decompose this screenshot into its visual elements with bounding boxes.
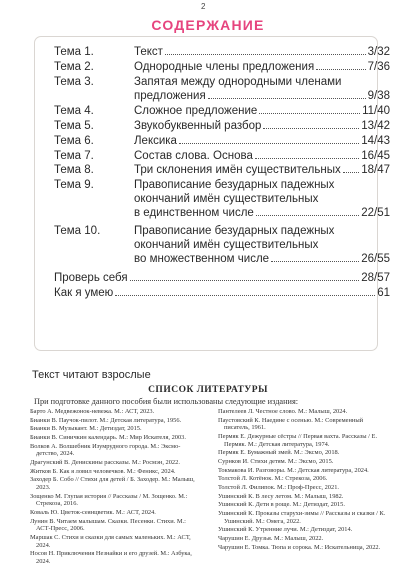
toc-page-number: 22/51 [361, 207, 390, 220]
toc-title-line: Три склонения имён существительных [134, 164, 341, 176]
toc-topic-title [134, 60, 390, 74]
literature-entry: Драгунский В. Денискины рассказы. М.: Росмэн, 2022. [30, 459, 180, 467]
toc-title-line: Лексика [134, 135, 177, 147]
toc-page-number: 16/45 [361, 150, 390, 162]
toc-topic-number: Тема 8. [54, 164, 94, 176]
toc-topic-number: Тема 2. [54, 61, 94, 73]
toc-page-number: 7/36 [367, 61, 390, 73]
toc-title-line: Правописание безударных падежных [134, 225, 335, 237]
toc-title-line: Сложное предложение [134, 105, 258, 117]
toc-row [54, 75, 390, 103]
toc-row [54, 149, 390, 163]
toc-topic-title [134, 134, 390, 148]
literature-list-right [218, 408, 386, 552]
readers-note: Текст читают взрослые [32, 369, 151, 381]
toc-page-number: 13/42 [361, 120, 390, 132]
toc-title-line: Запятая между однородными членами [134, 76, 342, 88]
toc-topic-title [134, 178, 390, 221]
toc-topic-number: Тема 7. [54, 150, 94, 162]
literature-entry: Коваль Ю. Цветок-сеянцветик. М.: АСТ, 2024. [30, 508, 156, 516]
toc-title-line: Как я умею [54, 287, 114, 299]
literature-entry: Ушинский К. В лесу летом. М.: Малыш, 1982. [218, 492, 344, 500]
toc-title-line: Проверь себя [54, 272, 128, 284]
toc-row [54, 286, 390, 300]
toc-topic-number: Тема 5. [54, 120, 94, 132]
literature-entry: Пермяк Е. Дежурные сёстры // Первая вахта. Рассказы / Е. Пермяк. М.: Детская литература, 1974. [218, 432, 378, 448]
toc-row [54, 60, 390, 74]
dot-leader [259, 113, 360, 114]
toc-page-number: 14/43 [361, 135, 390, 147]
toc-topic-title [134, 149, 390, 163]
toc-topic-number: Тема 9. [54, 179, 94, 191]
toc-topic-title [134, 104, 390, 118]
toc-row [54, 271, 390, 285]
literature-entry: Пантелеев Л. Честное слово. М.: Малыш, 2024. [218, 408, 348, 415]
toc-page-number: 9/38 [367, 90, 390, 103]
toc-title-line: Однородные члены предложения [134, 61, 315, 73]
dot-leader [208, 98, 366, 99]
toc-title-line: окончаний имён существительных [134, 239, 319, 252]
toc-topic-title [134, 119, 390, 133]
literature-entry: Волков А. Волшебник Изумрудного города. М.: Эксмо-детство, 2024. [30, 442, 181, 458]
literature-entry: Ушинский К. Утренние лучи. М.: Детиздат, 2014. [218, 526, 353, 534]
toc-page-number: 18/47 [361, 164, 390, 176]
toc-topic-number: Тема 6. [54, 135, 94, 147]
literature-entry: Чарушин Е. Томка. Тюпа и сорока. М.: Искательница, 2022. [218, 543, 381, 551]
toc-topic-title [134, 163, 390, 177]
toc-title-line: Состав слова. Основа [134, 150, 253, 162]
toc-page-number: 26/55 [361, 253, 390, 266]
dot-leader [179, 143, 359, 144]
literature-entry: Толстой Л. Котёнок. М.: Стрекоза, 2006. [218, 475, 328, 483]
literature-entry: Бианки В. Паучок-пилот. М.: Детская литература, 1956. [30, 416, 182, 424]
toc-row [54, 178, 390, 221]
toc-title-line: Правописание безударных падежных [134, 179, 335, 191]
toc-topic-title [134, 75, 390, 103]
literature-entry: Барто А. Медвежонок-невежа. М.: АСТ, 2023. [30, 408, 155, 415]
toc-topic-number: Тема 10. [54, 225, 101, 237]
toc-topic-title [54, 286, 390, 300]
literature-entry: Чарушин Е. Друзья. М.: Малыш, 2022. [218, 535, 324, 543]
literature-intro: При подготовке данного пособия были использованы следующие издания: [34, 397, 299, 406]
literature-entry: Ушинский К. Проказы старухи-зимы // Рассказы и сказки / К. Ушинский. М.: Омега, 2022. [218, 510, 386, 525]
page-number: 2 [201, 2, 206, 11]
toc-title-line: Звукобуквенный разбор [134, 120, 262, 132]
literature-entry: Паустовский К. Наедине с осенью. М.: Современный писатель, 1961. [218, 416, 364, 432]
dot-leader [115, 295, 375, 296]
literature-entry: Ушинский К. Дети в роще. М.: Детиздат, 2015. [218, 501, 345, 509]
literature-entry: Житков Б. Как я ловил человечков. М.: Феникс, 2024. [30, 467, 176, 475]
dot-leader [165, 54, 366, 55]
literature-entry: Токмакова И. Разговоры. М.: Детская литература, 2024. [218, 466, 369, 474]
literature-entry: Носов Н. Приключения Незнайки и его друзей. М.: Азбука, 2024. [30, 550, 192, 565]
literature-list-left [30, 408, 198, 567]
dot-leader [256, 215, 359, 216]
toc-row [54, 104, 390, 118]
toc-page-number: 3/32 [367, 46, 390, 58]
toc-title-line: Текст [134, 46, 163, 58]
dot-leader [271, 261, 359, 262]
toc-title-line: в единственном числе [134, 207, 254, 220]
literature-entry: Зощенко М. Глупая история // Рассказы / М. Зощенко. М.: Стрекоза, 2016. [30, 492, 188, 508]
toc-row [54, 163, 390, 177]
toc-row [54, 45, 390, 59]
literature-entry: Бианки В. Музыкант. М.: Детиздат, 2015. [30, 425, 142, 433]
toc-row [54, 119, 390, 133]
toc-topic-number: Тема 3. [54, 76, 94, 88]
literature-entry: Лунин В. Читаем малышам. Сказки. Песенки. Стихи. М.: АСТ-Пресс, 2006. [30, 517, 186, 533]
toc-topic-title [54, 271, 390, 285]
toc-row [54, 224, 390, 267]
literature-entry: Пермяк Е. Бумажный змей. М.: Эксмо, 2018. [218, 449, 340, 457]
toc-title-line: предложения [134, 90, 206, 103]
toc-title-line: во множественном числе [134, 253, 270, 266]
dot-leader [130, 280, 360, 281]
toc-row [54, 134, 390, 148]
dot-leader [263, 128, 359, 129]
toc-topic-number: Тема 1. [54, 46, 94, 58]
literature-entry: Сурнков И. Стихи детям. М.: Эксмо, 2015. [218, 457, 334, 465]
literature-entry: Бианки В. Синичкин календарь. М.: Мир Искателя, 2003. [30, 434, 186, 442]
toc-page-number: 11/40 [362, 105, 390, 117]
dot-leader [343, 172, 359, 173]
toc-topic-title [134, 224, 390, 267]
toc-topic-title [134, 45, 390, 59]
dot-leader [316, 69, 365, 70]
literature-entry: Заходер Б. Собо // Стихи для детей / Б. Заходер. М.: Малыш, 2023. [30, 476, 195, 491]
literature-entry: Толстой Л. Филипок. М.: Проф-Пресс, 2021. [218, 484, 339, 491]
dot-leader [255, 158, 359, 159]
literature-title: СПИСОК ЛИТЕРАТУРЫ [148, 385, 268, 395]
toc-page-number: 61 [377, 287, 390, 299]
toc-title-line: окончаний имён существительных [134, 193, 319, 206]
toc-topic-number: Тема 4. [54, 105, 94, 117]
literature-entry: Маршак С. Стихи и сказки для самых маленьких. М.: АСТ, 2024. [30, 533, 191, 549]
toc-page-number: 28/57 [361, 272, 390, 284]
page-title: СОДЕРЖАНИЕ [151, 17, 265, 33]
